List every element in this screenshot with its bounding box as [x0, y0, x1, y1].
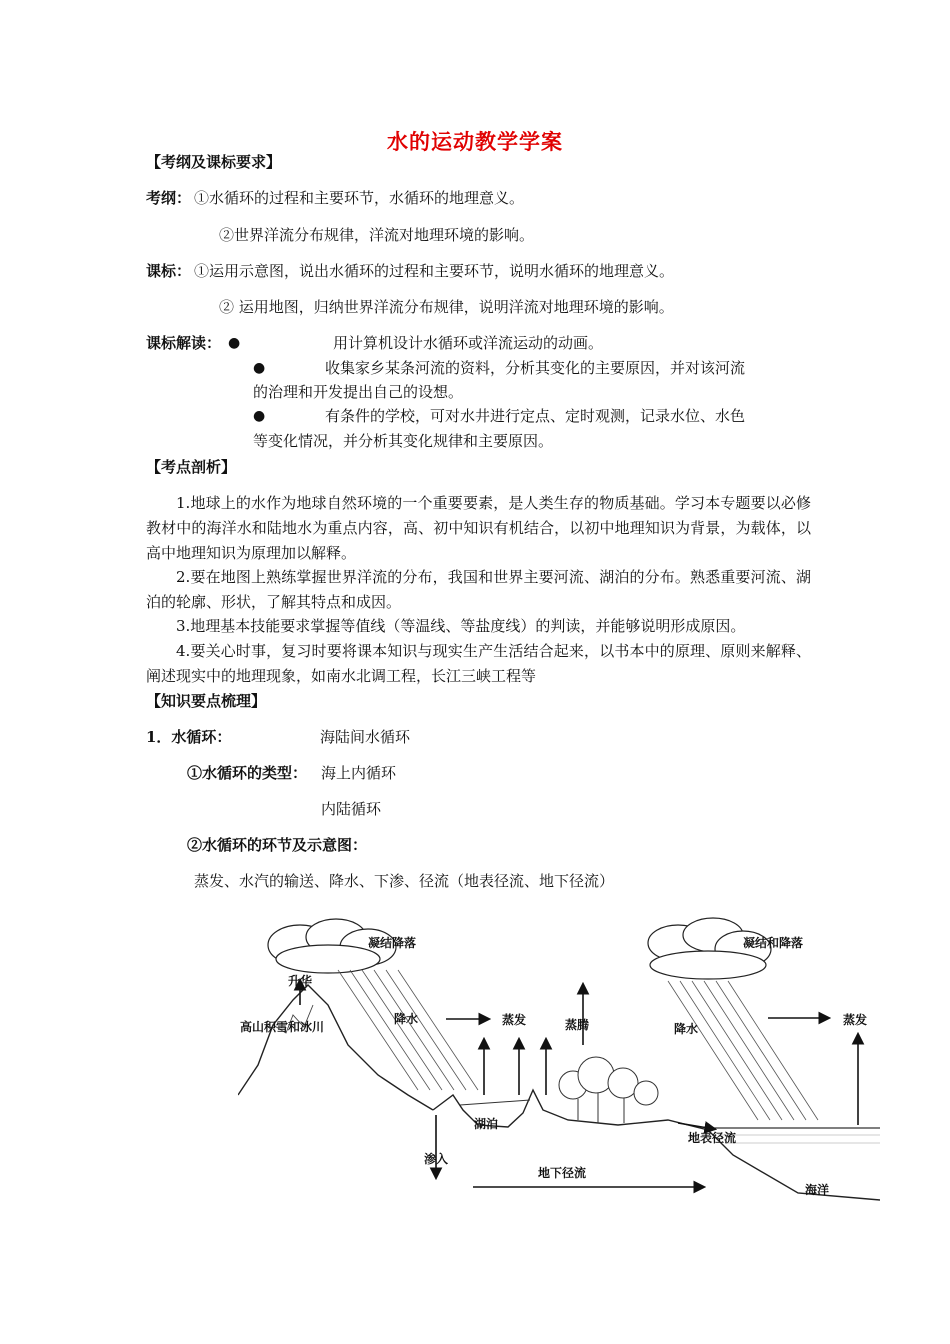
rain-left-icon: [338, 970, 478, 1090]
label-ocean: 海洋: [805, 1183, 830, 1197]
knowledge-header: 【知识要点梳理】: [146, 692, 267, 710]
bullet-icon: ●: [253, 408, 266, 424]
cycle-type-sea-land: 海陆间水循环: [320, 728, 411, 746]
analysis-paragraph-1: 1.地球上的水作为地球自然环境的一个重要要素，是人类生存的物质基础。学习本专题要以必修教材中的海洋水和陆地水为重点内容，高、初中知识有机结合，以初中地理知识为背景，为载体，以高中地理知识为原理加以解释。: [146, 494, 811, 562]
analysis-header: 【考点剖析】: [146, 458, 237, 476]
cycle-type-ocean: 海上内循环: [321, 764, 397, 782]
surface-runoff-arrow: [678, 1123, 714, 1129]
jiedu-item-2-line-2: 的治理和开发提出自己的设想。: [253, 383, 464, 401]
trees-icon: [559, 1057, 658, 1123]
label-condense-right: 凝结和降落: [743, 936, 804, 950]
label-rain-left: 降水: [394, 1012, 419, 1026]
label-transpiration: 蒸腾: [565, 1018, 590, 1032]
kaogang-item-2: ②世界洋流分布规律，洋流对地理环境的影响。: [219, 226, 535, 244]
bullet-icon: ●: [228, 335, 241, 351]
kaogang-label: 考纲：: [146, 189, 192, 207]
label-surface-runoff: 地表径流: [688, 1131, 737, 1145]
jiedu-item-3-line-2: 等变化情况，并分析其变化规律和主要原因。: [253, 432, 554, 450]
label-lake: 湖泊: [474, 1117, 499, 1131]
requirements-header: 【考纲及课标要求】: [146, 153, 282, 171]
cycle-steps-text: 蒸发、水汽的输送、降水、下渗、径流（地表径流、地下径流）: [194, 872, 615, 890]
jiedu-item-1: 用计算机设计水循环或洋流运动的动画。: [333, 334, 604, 352]
label-snow-glacier: 高山积雪和冰川: [240, 1020, 325, 1034]
page-title: 水的运动教学学案: [387, 129, 563, 154]
analysis-paragraph-3: 3.地理基本技能要求掌握等值线（等温线、等盐度线）的判读，并能够说明形成原因。: [176, 617, 746, 635]
cycle-steps-label: ②水循环的环节及示意图：: [187, 836, 368, 854]
label-rain-right: 降水: [674, 1022, 699, 1036]
label-groundwater: 地下径流: [538, 1166, 587, 1180]
kebiao-item-1: ①运用示意图，说出水循环的过程和主要环节，说明水循环的地理意义。: [194, 262, 675, 280]
label-condense-left: 凝结降落: [368, 936, 417, 950]
lake-water: [460, 1100, 530, 1105]
rain-right-icon: [668, 981, 818, 1120]
analysis-paragraph-2: 2.要在地图上熟练掌握世界洋流的分布，我国和世界主要河流、湖泊的分布。熟悉重要河流、湖泊的轮廓、形状，了解其特点和成因。: [146, 568, 811, 611]
label-evaporation-left: 蒸发: [502, 1013, 527, 1027]
label-evaporation-right: 蒸发: [843, 1013, 868, 1027]
kebiao-item-2: ② 运用地图，归纳世界洋流分布规律，说明洋流对地理环境的影响。: [219, 298, 674, 316]
cycle-type-inland: 内陆循环: [321, 800, 382, 818]
jiedu-item-2-line-1: 收集家乡某条河流的资料，分析其变化的主要原因，并对该河流: [325, 359, 746, 377]
bullet-icon: ●: [253, 360, 266, 376]
label-infiltration: 渗入: [424, 1152, 449, 1166]
kebiao-label: 课标：: [146, 262, 192, 280]
analysis-paragraph-4: 4.要关心时事，复习时要将课本知识与现实生产生活结合起来，以书本中的原理、原则来解释、阐述现实中的地理现象，如南水北调工程，长江三峡工程等: [146, 642, 811, 685]
water-cycle-diagram: [238, 915, 880, 1205]
cycle-types-label: ①水循环的类型：: [187, 764, 308, 782]
kaogang-item-1: ①水循环的过程和主要环节，水循环的地理意义。: [194, 189, 525, 207]
water-cycle-label: 1．水循环：: [146, 728, 232, 746]
label-sublimation: 升华: [288, 974, 313, 988]
jiedu-item-3-line-1: 有条件的学校，可对水井进行定点、定时观测，记录水位、水色: [325, 407, 746, 425]
jiedu-label: 课标解读：: [146, 334, 222, 352]
mountain-icon: [238, 985, 433, 1110]
